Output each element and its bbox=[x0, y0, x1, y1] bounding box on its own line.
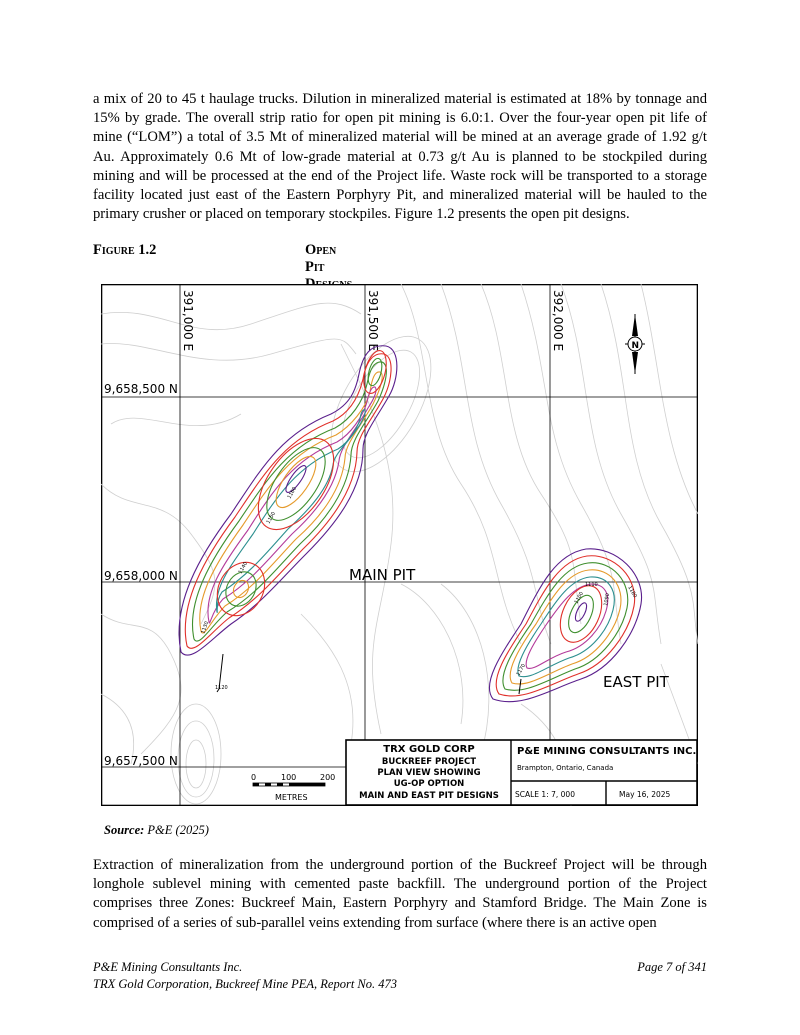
footer-line-1 bbox=[93, 960, 707, 975]
consultant-name: P&E MINING CONSULTANTS INC. bbox=[517, 746, 697, 757]
contour-label: 1100 bbox=[573, 590, 586, 605]
contour-label: 1150 bbox=[265, 510, 278, 525]
east-pit-label: EAST PIT bbox=[603, 673, 669, 691]
title-line4: UG-OP OPTION bbox=[393, 779, 465, 789]
contour-label: 1110 bbox=[585, 582, 598, 588]
footer-line-2 bbox=[93, 977, 707, 992]
title-line3: PLAN VIEW SHOWING bbox=[377, 768, 481, 778]
easting-label: 391,500 E bbox=[366, 290, 380, 352]
contour-label: 1130 bbox=[200, 620, 211, 635]
easting-label: 391,000 E bbox=[181, 290, 195, 352]
easting-label: 392,000 E bbox=[551, 290, 565, 352]
figure-source bbox=[104, 823, 209, 838]
northing-label: 9,657,500 N bbox=[104, 754, 178, 768]
figure-title: Open Pit bbox=[305, 242, 337, 275]
title-company: TRX GOLD CORP bbox=[383, 744, 475, 755]
contour-label: 1160 bbox=[286, 485, 299, 500]
scale-tick: 0 bbox=[251, 773, 257, 782]
footer-company: P&E Mining Consultants Inc. bbox=[93, 960, 243, 974]
footer-report: TRX Gold Corporation, Buckreef Mine PEA, Report No. 473 bbox=[93, 977, 398, 991]
page-number: Page 7 of 341 bbox=[637, 960, 707, 974]
main-pit-label: MAIN PIT bbox=[349, 566, 416, 584]
figure-heading bbox=[93, 242, 337, 275]
title-block bbox=[346, 740, 697, 805]
title-line5: MAIN AND EAST PIT DESIGNS bbox=[359, 791, 499, 801]
scale-tick: 200 bbox=[320, 773, 336, 782]
open-pit-map bbox=[101, 284, 698, 806]
intro-paragraph: a mix of 20 to 45 t haulage trucks. Dilution in mineralized material is estimated at 18% by tonnage and 15% by grade. The overall strip ratio for open pit mining is 6.0:1. Over the four-year open pit life of mine (“LOM”) a total of 3.5 Mt of mineralized material will be mined at an average grade of 1.92 g/t Au. Approximately 0.6 Mt of low-grade material at 0.73 g/t Au is planned to be stockpiled during mining and will be processed at the end of the Project life. Waste rock will be transported to a storage facility located just east of the Eastern Porphyry Pit, and mineralized material will be hauled to the primary crusher or placed on temporary stockpiles. Figure 1.2 presents the open pit designs. bbox=[93, 91, 707, 223]
northing-label: 9,658,500 N bbox=[104, 382, 178, 396]
contour-label: 1090 bbox=[603, 592, 612, 607]
figure-number: Figure 1.2 bbox=[93, 242, 157, 258]
map-date: May 16, 2025 bbox=[619, 790, 671, 799]
north-label: N bbox=[631, 341, 640, 351]
source-text: P&E (2025) bbox=[147, 823, 209, 837]
map-scale: SCALE 1: 7, 000 bbox=[515, 790, 575, 799]
northing-label: 9,658,000 N bbox=[104, 569, 178, 583]
contour-label: 1170 bbox=[515, 662, 528, 677]
source-label: Source: bbox=[104, 823, 145, 837]
scale-tick: 100 bbox=[281, 773, 297, 782]
title-project: BUCKREEF PROJECT bbox=[381, 757, 477, 767]
contour-label: 1120 bbox=[215, 685, 228, 691]
consultant-location: Brampton, Ontario, Canada bbox=[517, 764, 614, 772]
body-paragraph: Extraction of mineralization from the underground portion of the Buckreef Project will be through longhole sublevel mining with cemented paste backfill. The underground portion of the Project comprises three Zones: Buckreef Main, Eastern Porphyry and Stamford Bridge. The Main Zone is comprised of a series of sub-parallel veins extending from surface (where there is an active open bbox=[93, 857, 707, 931]
scale-unit: METRES bbox=[275, 793, 308, 802]
contour-label: 1140 bbox=[237, 560, 250, 575]
contour-label: 1180 bbox=[626, 585, 638, 600]
